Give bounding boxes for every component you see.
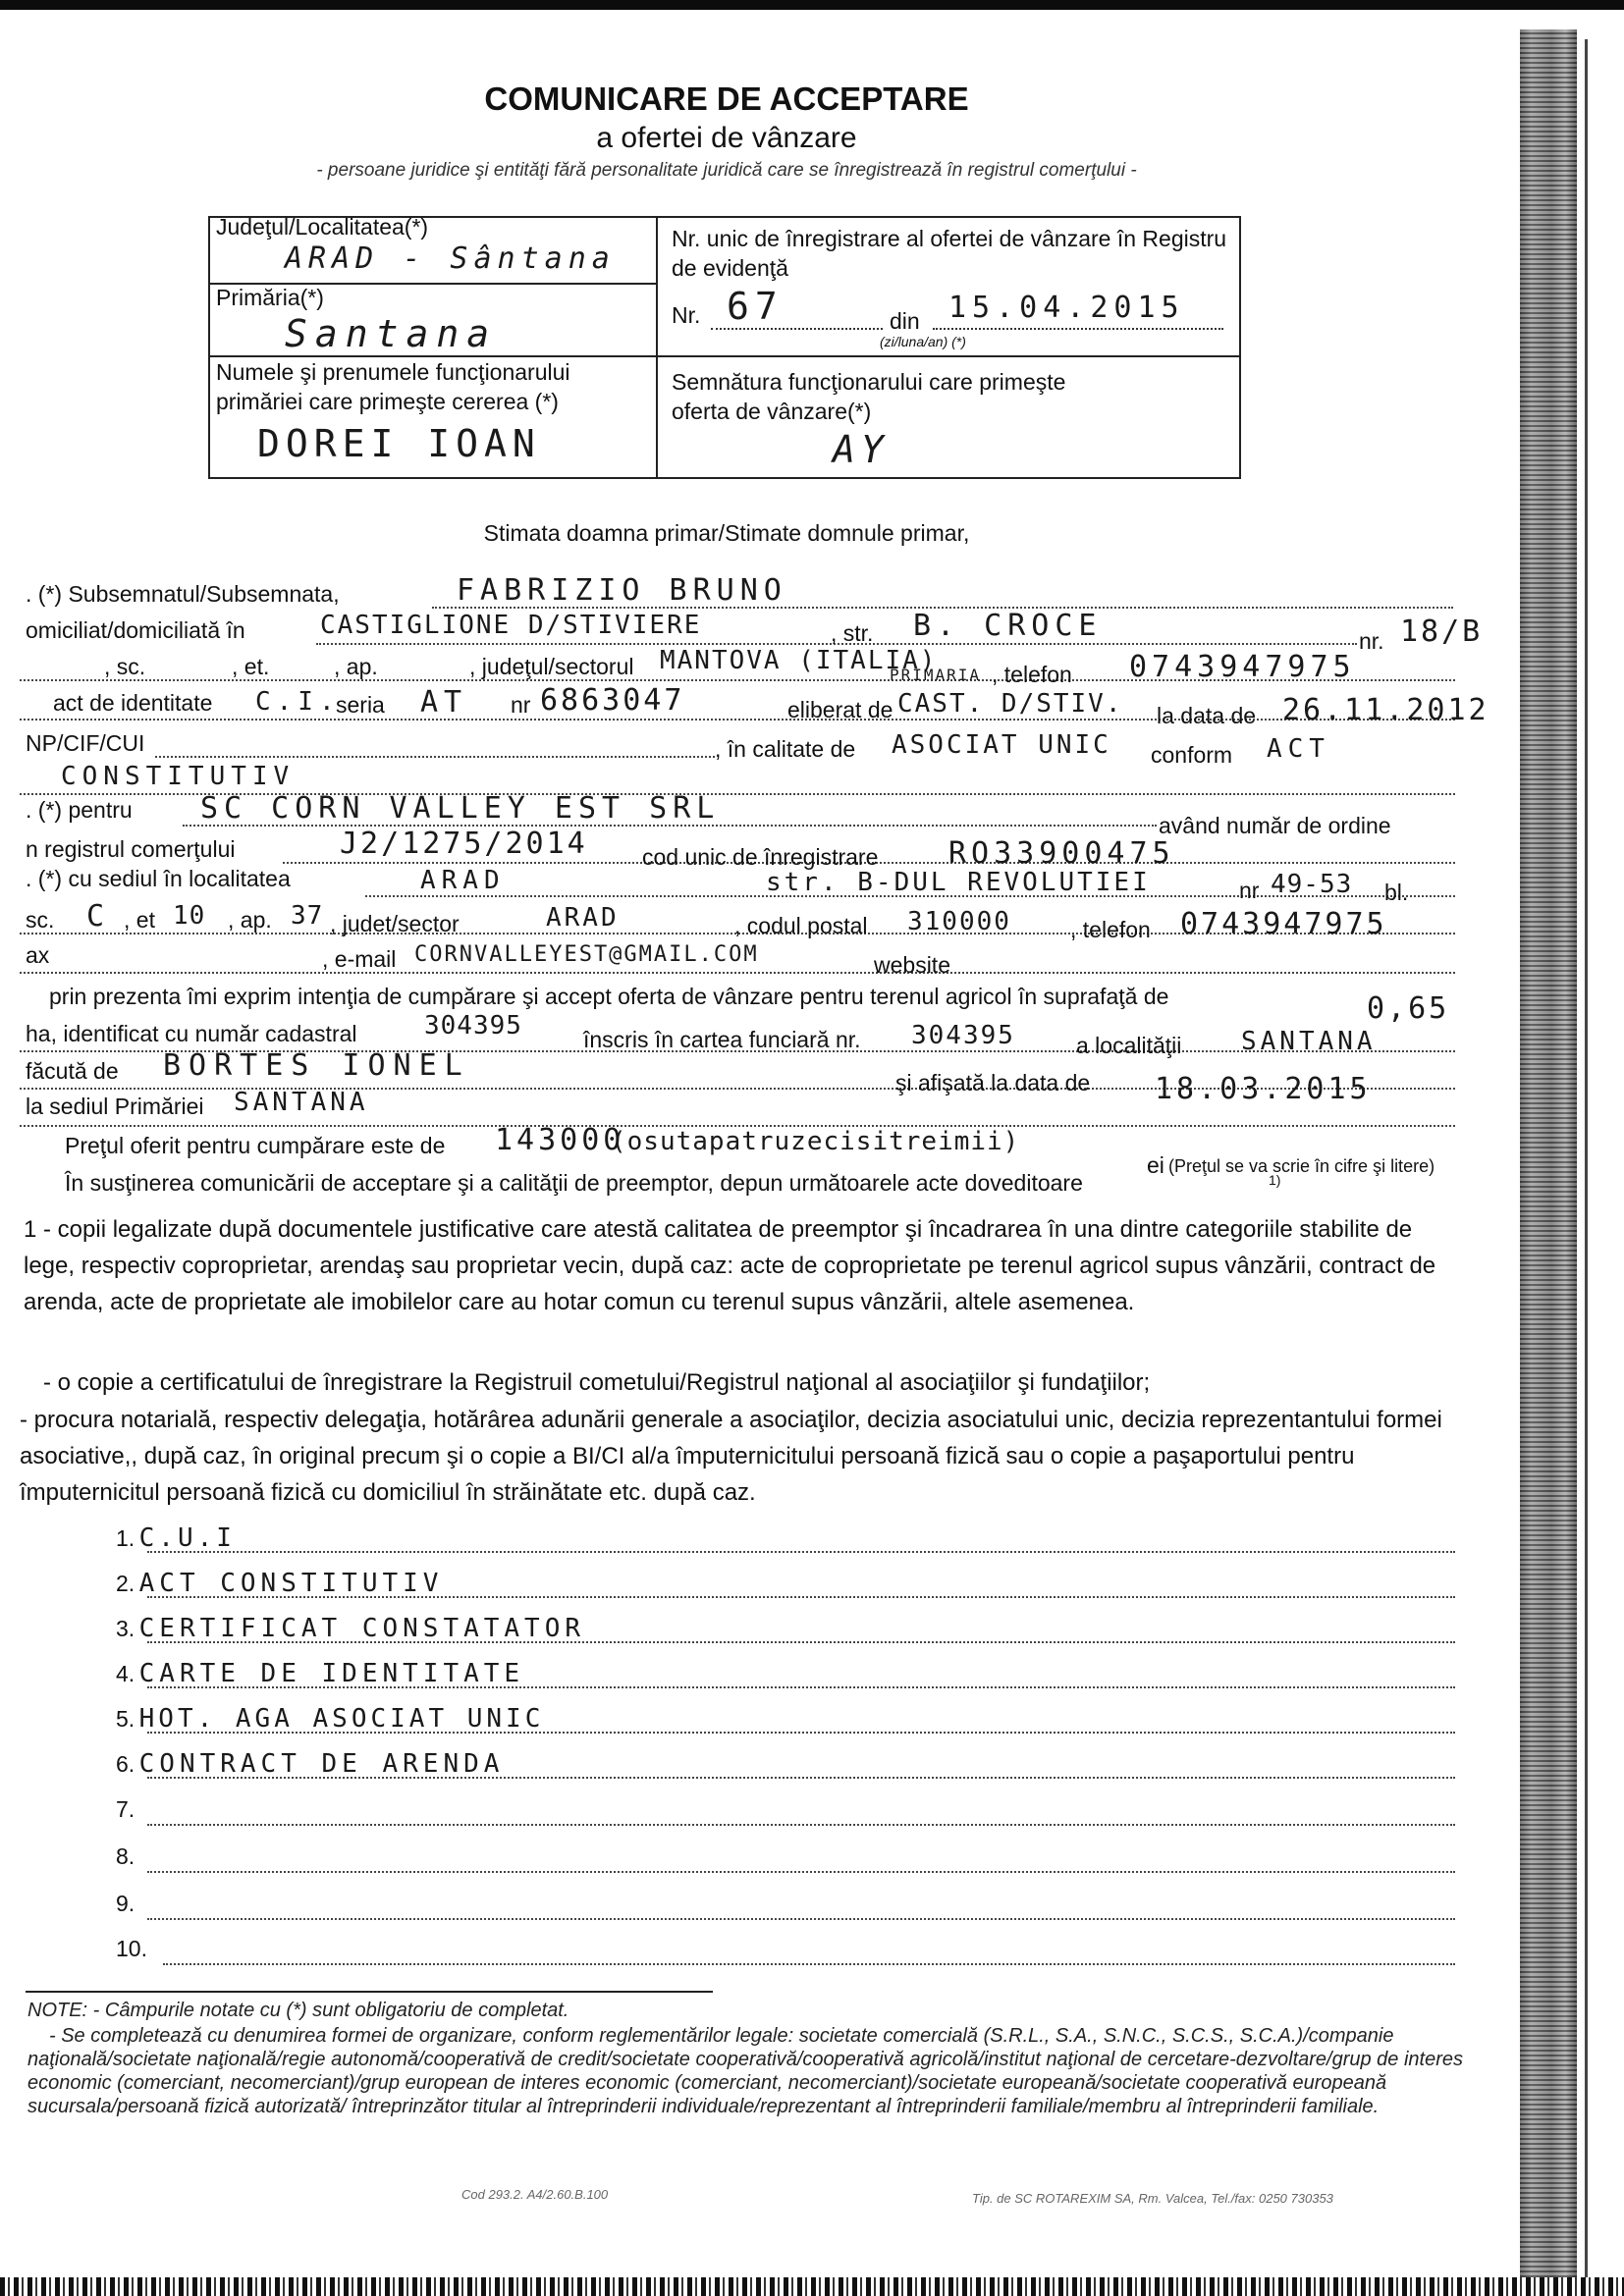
documents-list [0, 1512, 1624, 1983]
land-book-number[interactable]: 304395 [911, 1021, 1015, 1050]
din-value[interactable]: 15.04.2015 [948, 291, 1185, 325]
form-l3-et-label: , et. [232, 654, 270, 679]
primaria-label: Primăria(*) [216, 285, 324, 310]
form-l2-str-label: , str. [831, 620, 874, 646]
document-value[interactable]: HOT. AGA ASOCIAT UNIC [138, 1704, 545, 1734]
form-l13-cf-label: înscris în cartea funciară nr. [583, 1027, 861, 1052]
cadastral-number[interactable]: 304395 [424, 1011, 522, 1041]
id-series[interactable]: AT [420, 685, 468, 720]
price-hint: (Preţul se va scrie în cifre şi litere) [1168, 1156, 1435, 1176]
document-line [147, 1918, 1455, 1920]
notes-separator [26, 1991, 713, 1993]
list-item [116, 1936, 147, 1962]
document-line [147, 1641, 1455, 1643]
company-name[interactable]: SC CORN VALLEY EST SRL [200, 791, 721, 826]
form-l7-tail: având număr de ordine [1159, 813, 1391, 838]
requirement-2: - o copie a certificatului de înregistrare la Registruil cometului/Registrul naţional al asociaţiilor şi fundaţiilor; [43, 1369, 1151, 1396]
form-l3-judet-label: , judeţul/sectorul [469, 654, 634, 679]
offered-price[interactable]: 143000 [495, 1123, 625, 1157]
form-l11-email-label: , e-mail [322, 946, 397, 972]
capacity-basis-cont[interactable]: CONSTITUTIV [61, 762, 296, 791]
company-staircase[interactable]: C [86, 899, 111, 934]
applicant-name[interactable]: FABRIZIO BRUNO [457, 573, 787, 608]
form-l11-fax-label: ax [26, 942, 50, 968]
form-l13-label: ha, identificat cu număr cadastral [26, 1021, 357, 1046]
form-l4-seria-label: seria [336, 692, 385, 718]
form-l15-afis-label: şi afişată la data de [895, 1070, 1091, 1095]
functionar-value[interactable]: DOREI IOAN [257, 422, 541, 465]
form-l9-label: . (*) cu sediul în localitatea [26, 866, 291, 891]
form-code: Cod 293.2. A4/2.60.B.100 [461, 2187, 609, 2202]
form-l2-label: omiciliat/domiciliată în [26, 617, 245, 643]
form-l1-label: . (*) Subsemnatul/Subsemnata, [26, 581, 340, 607]
functionar-label: Numele şi prenumele funcţionarului primăriei care primeşte cererea (*) [216, 359, 570, 414]
form-l14-label: făcută de [26, 1058, 119, 1084]
id-issue-date[interactable]: 26.11.2012 [1282, 693, 1489, 727]
company-cui[interactable]: RO33900475 [948, 836, 1175, 871]
capacity-basis[interactable]: ACT [1267, 734, 1330, 764]
company-postal-code[interactable]: 310000 [907, 907, 1011, 936]
form-l10-ap-label: , ap. [228, 907, 272, 933]
form-l16-label: Preţul oferit pentru cumpărare este de [65, 1133, 446, 1158]
form-l15-label: la sediul Primăriei [26, 1094, 204, 1119]
document-line [147, 1777, 1455, 1779]
form-l11-line [20, 972, 1455, 974]
document-number: 4. [116, 1661, 135, 1686]
applicant-phone[interactable]: 0743947975 [1129, 650, 1356, 684]
company-phone[interactable]: 0743947975 [1180, 907, 1387, 941]
document-line [147, 1871, 1455, 1873]
scan-bottom-edge [0, 2277, 1624, 2296]
company-apartment[interactable]: 37 [291, 901, 324, 931]
nr-label: Nr. [672, 302, 701, 328]
id-issuer-note: PRIMARIA [890, 666, 982, 684]
semnatura-value: AY [833, 428, 890, 471]
nr-unic-label: Nr. unic de înregistrare al ofertei de vânzare în Registru de evidenţă [672, 226, 1227, 281]
form-l5-conform-label: conform [1151, 742, 1233, 768]
din-label: din [890, 308, 920, 334]
primaria-value[interactable]: Santana [285, 312, 498, 355]
document-line [147, 1732, 1455, 1734]
list-item [116, 1614, 585, 1643]
company-city[interactable]: ARAD [420, 866, 506, 895]
form-l3-sc-label: , sc. [104, 654, 146, 679]
land-area[interactable]: 0,65 [1367, 991, 1450, 1026]
form-l10-tel-label: , telefon [1070, 917, 1151, 942]
document-number: 6. [116, 1751, 135, 1777]
document-number: 10. [116, 1936, 147, 1961]
list-item [116, 1891, 135, 1917]
form-l11-web-label: website [874, 952, 950, 978]
form-l16-ei: ei [1147, 1152, 1164, 1178]
document-number: 5. [116, 1706, 135, 1732]
document-subtitle: a ofertei de vânzare [596, 122, 857, 154]
company-street[interactable]: str. B-DUL REVOLUTIEI [766, 868, 1151, 897]
form-l10-sc-label: sc. [26, 907, 55, 933]
document-value[interactable]: C.U.I [138, 1523, 236, 1553]
id-issuer[interactable]: CAST. D/STIV. [897, 689, 1123, 719]
document-line [147, 1596, 1455, 1598]
list-item [116, 1749, 504, 1779]
list-item [116, 1523, 236, 1553]
form-l4-act-label: act de identitate [53, 690, 213, 716]
company-floor[interactable]: 10 [173, 901, 206, 931]
form-l9-bl-label: bl. [1384, 880, 1409, 905]
applicant-capacity[interactable]: ASOCIAT UNIC [892, 730, 1111, 760]
document-line [147, 1824, 1455, 1826]
list-item [116, 1796, 135, 1823]
nr-line [711, 328, 883, 330]
list-item [116, 1659, 524, 1688]
list-item [116, 1843, 135, 1870]
document-value[interactable]: CONTRACT DE ARENDA [138, 1749, 505, 1779]
display-date[interactable]: 18.03.2015 [1155, 1072, 1372, 1106]
document-number: 9. [116, 1891, 135, 1916]
requirement-1: 1 - copii legalizate după documentele justificative care atestă calitatea de preemptor şi încadrarea în una dintre categoriile stabilite de lege, respectiv coproprietar, arendaş sau proprietar vecin, după caz: acte de coproprietate pe terenul agricol supus vânzării, contract de arenda, acte de proprietate ale imobilelor care au hotar comun cu terenul supus vânzării, altele asemenea. [24, 1216, 1436, 1315]
form-l3-tel-label: , telefon [992, 662, 1072, 687]
judet-value[interactable]: ARAD - Sântana [285, 241, 616, 276]
company-email[interactable]: CORNVALLEYEST@GMAIL.COM [414, 942, 759, 967]
form-l17-text: În susţinerea comunicării de acceptare şi a calităţii de preemptor, depun următoarele acte doveditoare [65, 1170, 1083, 1196]
applicant-city[interactable]: CASTIGLIONE D/STIVIERE [320, 611, 702, 640]
table-divider [656, 216, 658, 479]
form-l8-label: n registrul comerţului [26, 836, 236, 862]
scan-top-edge [0, 0, 1624, 10]
form-l3-ap-label: , ap. [334, 654, 378, 679]
applicant-county[interactable]: MANTOVA (ITALIA) [660, 646, 938, 675]
company-county[interactable]: ARAD [546, 903, 620, 933]
nr-value[interactable]: 67 [727, 285, 784, 328]
document-line [147, 1686, 1455, 1688]
document-value[interactable]: ACT CONSTITUTIV [138, 1569, 444, 1598]
list-item [116, 1569, 443, 1598]
form-l4-elib-label: eliberat de [787, 697, 893, 722]
document-scope-note: - persoane juridice şi entităţi fără personalitate juridică care se înregistrează în registrul comerţului - [316, 160, 1137, 181]
form-l7-label: . (*) pentru [26, 797, 133, 823]
document-value[interactable]: CARTE DE IDENTITATE [138, 1659, 525, 1688]
document-line [163, 1963, 1455, 1965]
footnote-marker: 1) [1269, 1172, 1281, 1188]
applicant-street-nr[interactable]: 18/B [1400, 614, 1484, 649]
form-l5-cnp-line [155, 756, 715, 758]
document-line [147, 1551, 1455, 1553]
id-type[interactable]: C.I. [255, 687, 341, 717]
date-format-hint: (zi/luna/an) (*) [880, 334, 966, 349]
din-line [933, 328, 1223, 330]
form-l8-cui-label: cod unic de înregistrare [642, 844, 879, 870]
list-item [116, 1704, 544, 1734]
form-l10-judet-label: , judet/sector [330, 911, 460, 936]
greeting: Stimata doamna primar/Stimate domnule primar, [483, 520, 970, 546]
document-title: COMUNICARE DE ACCEPTARE [484, 80, 969, 117]
semnatura-label: Semnătura funcţionarului care primeşte oferta de vânzare(*) [672, 369, 1066, 424]
form-l5-cnp-label: NP/CIF/CUI [26, 730, 145, 756]
form-l10-cod-label: , codul postal [734, 913, 868, 938]
form-l10-et-label: , et [124, 907, 155, 933]
town-hall-seat[interactable]: SANTANA [234, 1088, 369, 1117]
form-l4-data-label: la data de [1157, 703, 1257, 728]
form-l2-nr-label: nr. [1359, 628, 1384, 654]
judet-label: Judeţul/Localitatea(*) [216, 214, 429, 240]
note-required: NOTE: - Câmpurile notate cu (*) sunt obligatoriu de completat. [27, 2000, 569, 2021]
form-l5-calit-label: , în calitate de [715, 736, 856, 762]
document-value[interactable]: CERTIFICAT CONSTATATOR [138, 1614, 586, 1643]
note-forms: - Se completează cu denumirea formei de organizare, conform reglementărilor legale: societate comercială (S.R.L., S.A., S.N.C., S.C.S., S.C.A.)/companie naţională/societate naţională/regie autonomă/cooperativă de credit/societate cooperativă/cooperativă agricolă/institut naţional de cercetare-dezvoltare/grup de interes economic (comerciant, necomerciant)/grup european de interes economic (comerciant, necomerciant)/societate europeană/societate cooperativă europeană sucursala/persoană fizică autorizată/ întreprinzător titular al întreprinderii individuale/reprezentant al întreprinderii familiale/membru al întreprinderii familiale. [27, 2025, 1464, 2117]
document-number: 3. [116, 1616, 135, 1641]
form-l4-nr-label: nr [511, 692, 531, 718]
form-l9-nr-label: nr [1239, 878, 1260, 903]
document-number: 8. [116, 1843, 135, 1869]
applicant-street[interactable]: B. CROCE [913, 609, 1103, 643]
printer-info: Tip. de SC ROTAREXIM SA, Rm. Valcea, Tel./fax: 0250 730353 [972, 2191, 1333, 2206]
form-l12-text: prin prezenta îmi exprim intenţia de cumpărare şi accept oferta de vânzare pentru terenul agricol în suprafaţă de [49, 984, 1169, 1009]
id-number[interactable]: 6863047 [540, 683, 685, 718]
land-locality[interactable]: SANTANA [1241, 1027, 1377, 1056]
trade-register-nr[interactable]: J2/1275/2014 [340, 827, 588, 861]
offer-made-by[interactable]: BORTES IONEL [163, 1048, 470, 1083]
company-street-nr[interactable]: 49-53 [1271, 870, 1353, 899]
form-l13-loc-label: a localităţii [1076, 1033, 1182, 1058]
offered-price-words[interactable]: (osutapatruzecisitreimii) [611, 1127, 1020, 1156]
requirement-3: - procura notarială, respectiv delegaţia, hotărârea adunării generale a asociaţilor, decizia asociatului unic, decizia reprezentantului formei asociative,, după caz, în original precum şi o copie a BI/CI al/a împuternicitului persoană fizică sau o copie a paşaportului pentru împuternicitul persoană fizică cu domiciliul în străinătate etc. după caz. [20, 1407, 1442, 1506]
document-number: 7. [116, 1796, 135, 1822]
document-number: 2. [116, 1571, 135, 1596]
document-number: 1. [116, 1525, 135, 1551]
